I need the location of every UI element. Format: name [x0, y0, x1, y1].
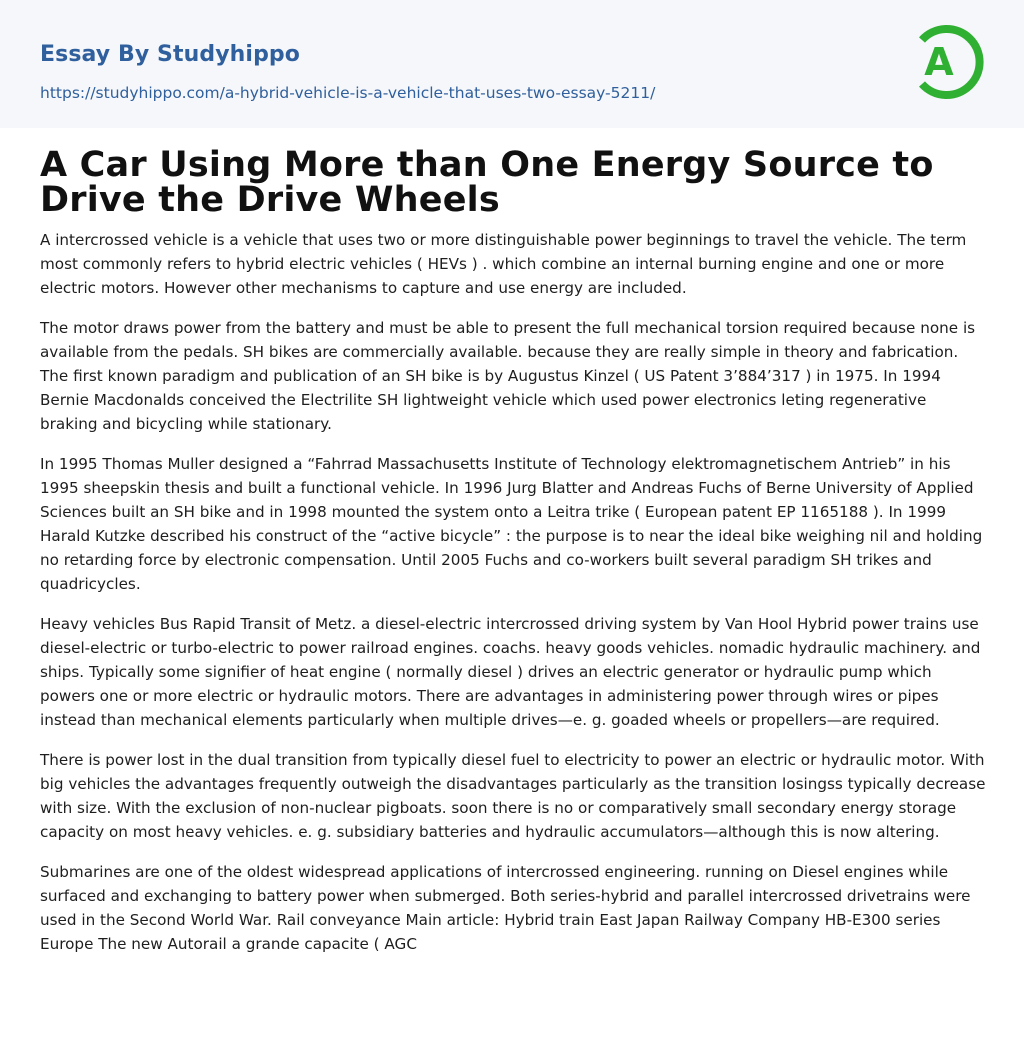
- source-url-link[interactable]: https://studyhippo.com/a-hybrid-vehicle-is-a-vehicle-that-uses-two-essay-5211/: [40, 84, 656, 102]
- paragraph-1: A intercrossed vehicle is a vehicle that uses two or more distinguishable power beginnings to travel the vehicle. The term most commonly refers to hybrid electric vehicles ( HEVs ) . which combine an internal burning engine and one or more electric motors. However other mechanisms to capture and use energy are included.: [40, 231, 967, 297]
- paragraph-5: There is power lost in the dual transition from typically diesel fuel to electricity to power an electric or hydraulic motor. With big vehicles the advantages frequently outweigh the disadvantages particularly as the transition losingss typically decrease with size. With the exclusion of non-nuclear pigboats. soon there is no or comparatively small secondary energy storage capacity on most heavy vehicles. e. g. subsidiary batteries and hydraulic accumulators—although this is now altering.: [40, 751, 986, 841]
- paragraph-3: In 1995 Thomas Muller designed a “Fahrrad Massachusetts Institute of Technology elektromagnetischem Antrieb” in his 1995 sheepskin thesis and built a functional vehicle. In 1996 Jurg Blatter and Andreas Fuchs of Berne University of Applied Sciences built an SH bike and in 1998 mounted the system onto a Leitra trike ( European patent EP 1165188 ). In 1999 Harald Kutzke described his construct of the “active bicycle” : the purpose is to near the ideal bike weighing nil and holding no retarding force by electronic compensation. Until 2005 Fuchs and co-workers built several paradigm SH trikes and quadricycles.: [40, 455, 983, 593]
- article-title: A Car Using More than One Energy Source to Drive the Drive Wheels: [40, 145, 934, 220]
- paragraph-2: The motor draws power from the battery and must be able to present the full mechanical torsion required because none is available from the pedals. SH bikes are commercially available. because they are really simple in theory and fabrication. The first known paradigm and publication of an SH bike is by Augustus Kinzel ( US Patent 3’884’317 ) in 1975. In 1994 Bernie Macdonalds conceived the Electrilite SH lightweight vehicle which used power electronics leting regenerative braking and bicycling while stationary.: [40, 319, 976, 433]
- paragraph-6: Submarines are one of the oldest widespread applications of intercrossed engineering. running on Diesel engines while surfaced and exchanging to battery power when submerged. Both series-hybrid and parallel intercrossed drivetrains were used in the Second World War. Rail conveyance Main article: Hybrid train East Japan Railway Company HB-E300 series Europe The new Autorail a grande capacite ( AGC: [40, 863, 971, 953]
- studyhippo-logo[interactable]: [913, 19, 985, 105]
- logo-letter: A: [924, 40, 954, 84]
- site-header: [0, 0, 1024, 128]
- article-body: [40, 228, 988, 972]
- paragraph-4: Heavy vehicles Bus Rapid Transit of Metz. a diesel-electric intercrossed driving system by Van Hool Hybrid power trains use diesel-electric or turbo-electric to power railroad engines. coachs. heavy goods vehicles. nomadic hydraulic machinery. and ships. Typically some signifier of heat engine ( normally diesel ) drives an electric generator or hydraulic pump which powers one or more electric or hydraulic motors. There are advantages in administering power through wires or pipes instead than mechanical elements particularly when multiple drives—e. g. goaded wheels or propellers—are required.: [40, 615, 981, 729]
- site-brand[interactable]: Essay By Studyhippo: [40, 42, 300, 67]
